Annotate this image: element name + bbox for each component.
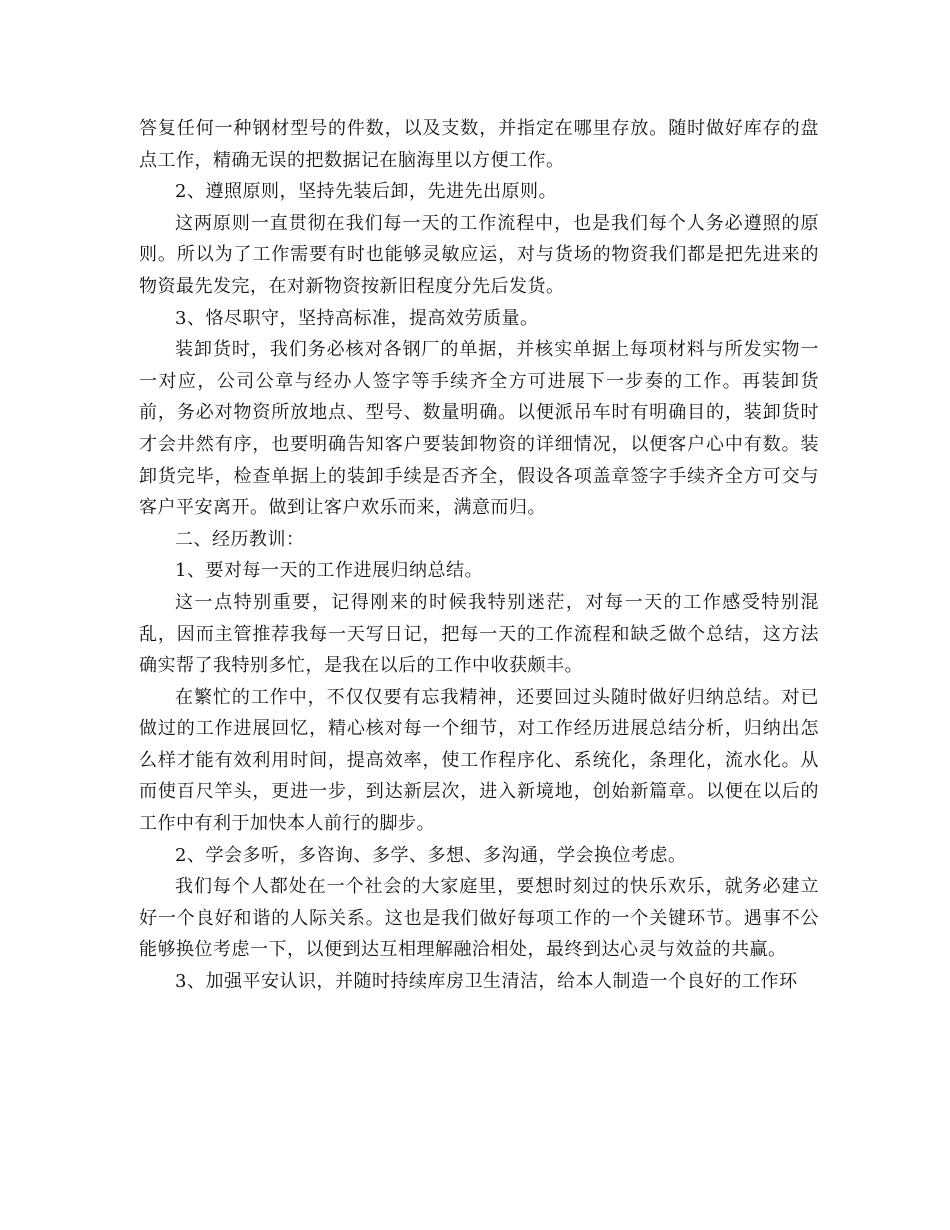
paragraph: 在繁忙的工作中，不仅仅要有忘我精神，还要回过头随时做好归纳总结。对已做过的工作进展回忆，精心核对每一个细节，对工作经历进展总结分析，归纳出怎么样才能有效利用时间，提高效率，使工作程序化、系统化，条理化，流水化。从而使百尺竿头，更进一步，到达新层次，进入新境地，创始新篇章。以便在以后的工作中有利于加快本人前行的脚步。 bbox=[139, 686, 819, 835]
paragraph-heading-2: 2、遵照原则，坚持先装后卸，先进先出原则。 bbox=[175, 181, 557, 203]
paragraph-heading-2: 2、学会多听，多咨询、多学、多想、多沟通，学会换位考虑。 bbox=[175, 844, 687, 866]
paragraph-heading-1: 1、要对每一天的工作进展归纳总结。 bbox=[175, 560, 483, 582]
paragraph: 我们每个人都处在一个社会的大家庭里，要想时刻过的快乐欢乐，就务必建立好一个良好和谐的人际关系。这也是我们做好每项工作的一个关键环节。遇事不公能够换位考虑一下，以便到达互相理解融洽相处，最终到达心灵与效益的共赢。 bbox=[139, 876, 819, 961]
paragraph: 装卸货时，我们务必核对各钢厂的单据，并核实单据上每项材料与所发实物一一对应，公司公章与经办人签字等手续齐全方可进展下一步奏的工作。再装卸货前，务必对物资所放地点、型号、数量明确。以便派吊车时有明确目的，装卸货时才会井然有序，也要明确告知客户要装卸物资的详细情况，以便客户心中有数。装卸货完毕，检查单据上的装卸手续是否齐全，假设各项盖章签字手续齐全方可交与客户平安离开。做到让客户欢乐而来，满意而归。 bbox=[139, 339, 819, 519]
paragraph-heading-3: 3、恪尽职守，坚持高标准，提高效劳质量。 bbox=[175, 307, 539, 329]
paragraph: 这两原则一直贯彻在我们每一天的工作流程中，也是我们每个人务必遵照的原则。所以为了工作需要有时也能够灵敏应运，对与货场的物资我们都是把先进来的物资最先发完，在对新物资按新旧程度分先后发货。 bbox=[139, 212, 819, 297]
paragraph: 这一点特别重要，记得刚来的时候我特别迷茫，对每一天的工作感受特别混乱，因而主管推荐我每一天写日记，把每一天的工作流程和缺乏做个总结，这方法确实帮了我特别多忙，是我在以后的工作中收获颇丰。 bbox=[139, 591, 819, 677]
paragraph-continuation: 答复任何一种钢材型号的件数，以及支数，并指定在哪里存放。随时做好库存的盘点工作，精确无误的把数据记在脑海里以方便工作。 bbox=[139, 118, 819, 171]
section-heading: 二、经历教训： bbox=[175, 528, 305, 550]
document-body bbox=[139, 113, 819, 998]
paragraph-heading-3: 3、加强平安认识，并随时持续库房卫生清洁，给本人制造一个良好的工作环 bbox=[175, 971, 798, 993]
